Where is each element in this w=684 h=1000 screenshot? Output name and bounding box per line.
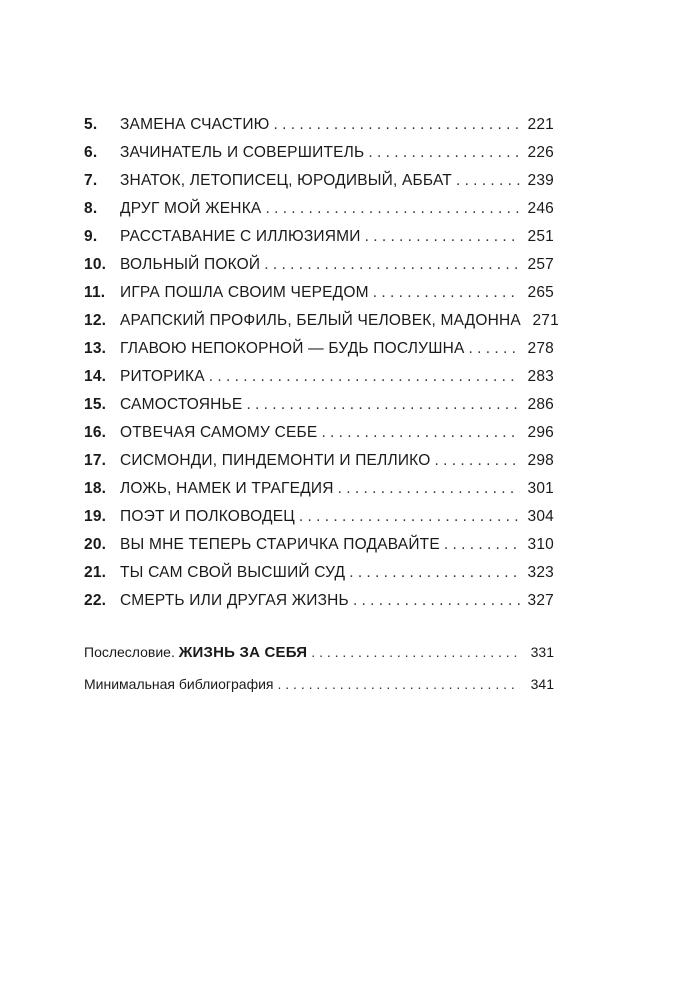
page-number: 226 (527, 144, 554, 161)
page-number: 310 (527, 536, 554, 553)
afterword-title (84, 644, 307, 661)
chapter-number: 18. (84, 480, 107, 497)
dot-leader (365, 228, 520, 246)
toc-row[interactable] (84, 312, 559, 340)
toc-row[interactable] (84, 256, 554, 284)
chapter-title: АРАПСКИЙ ПРОФИЛЬ, БЕЛЫЙ ЧЕЛОВЕК, МАДОННА (120, 312, 521, 329)
afterword-prefix: Послесловие. (84, 644, 175, 660)
chapter-number: 16. (84, 424, 107, 441)
chapter-title: ЛОЖЬ, НАМЕК И ТРАГЕДИЯ (120, 480, 334, 497)
page-number: 246 (527, 200, 554, 217)
page-number: 327 (527, 592, 554, 609)
chapter-title: ЗНАТОК, ЛЕТОПИСЕЦ, ЮРОДИВЫЙ, АББАТ (120, 172, 452, 189)
chapter-title: РИТОРИКА (120, 368, 205, 385)
toc-row[interactable] (84, 200, 554, 228)
chapter-number: 14. (84, 368, 107, 385)
chapter-title: РАССТАВАНИЕ С ИЛЛЮЗИЯМИ (120, 228, 361, 245)
page-number: 286 (527, 396, 554, 413)
toc-row[interactable] (84, 508, 554, 536)
toc-row[interactable] (84, 228, 554, 256)
chapter-title: ГЛАВОЮ НЕПОКОРНОЙ — БУДЬ ПОСЛУШНА (120, 340, 465, 357)
chapter-number: 10. (84, 256, 107, 273)
chapter-number: 13. (84, 340, 107, 357)
chapter-number: 21. (84, 564, 107, 581)
dot-leader (469, 340, 520, 358)
chapter-title: СМЕРТЬ ИЛИ ДРУГАЯ ЖИЗНЬ (120, 592, 349, 609)
chapter-title: ИГРА ПОШЛА СВОИМ ЧЕРЕДОМ (120, 284, 369, 301)
page-number: 323 (527, 564, 554, 581)
page-number: 271 (532, 312, 559, 329)
dot-leader (349, 564, 520, 582)
dot-leader (434, 452, 520, 470)
bibliography-entry[interactable] (84, 676, 554, 704)
toc-row[interactable] (84, 644, 554, 672)
toc-row[interactable] (84, 480, 554, 508)
page-number: 296 (527, 424, 554, 441)
page-number: 341 (530, 676, 554, 692)
dot-leader (246, 396, 520, 414)
chapter-number: 20. (84, 536, 107, 553)
chapter-number: 8. (84, 200, 98, 217)
toc-row[interactable] (84, 116, 554, 144)
dot-leader (299, 508, 520, 526)
chapter-number: 17. (84, 452, 107, 469)
chapter-title: ВОЛЬНЫЙ ПОКОЙ (120, 256, 261, 273)
toc-row[interactable] (84, 284, 554, 312)
dot-leader (265, 200, 520, 218)
dot-leader (444, 536, 520, 554)
toc-row[interactable] (84, 536, 554, 564)
toc-row[interactable] (84, 396, 554, 424)
toc-row[interactable] (84, 452, 554, 480)
toc-row[interactable] (84, 676, 554, 704)
chapter-number: 22. (84, 592, 107, 609)
page-number: 265 (527, 284, 554, 301)
bibliography-title: Минимальная библиография (84, 676, 274, 692)
toc-row[interactable] (84, 424, 554, 452)
chapter-number: 9. (84, 228, 98, 245)
chapter-title: ЗАМЕНА СЧАСТИЮ (120, 116, 270, 133)
chapter-title: ВЫ МНЕ ТЕПЕРЬ СТАРИЧКА ПОДАВАЙТЕ (120, 536, 440, 553)
chapter-title: ЗАЧИНАТЕЛЬ И СОВЕРШИТЕЛЬ (120, 144, 365, 161)
chapter-number: 12. (84, 312, 107, 329)
toc-row[interactable] (84, 564, 554, 592)
toc-row[interactable] (84, 340, 554, 368)
page-number: 278 (527, 340, 554, 357)
toc-row[interactable] (84, 172, 554, 200)
chapter-title: СИСМОНДИ, ПИНДЕМОНТИ И ПЕЛЛИКО (120, 452, 431, 469)
chapter-number: 7. (84, 172, 98, 189)
chapter-number: 15. (84, 396, 107, 413)
dot-leader (456, 172, 520, 190)
afterword-heading: ЖИЗНЬ ЗА СЕБЯ (178, 644, 308, 661)
table-of-contents (84, 116, 559, 620)
chapter-title: ДРУГ МОЙ ЖЕНКА (120, 200, 262, 217)
dot-leader (209, 368, 520, 386)
chapter-number: 19. (84, 508, 107, 525)
chapter-title: ПОЭТ И ПОЛКОВОДЕЦ (120, 508, 295, 525)
page-number: 257 (527, 256, 554, 273)
dot-leader (338, 480, 520, 498)
page-number: 304 (527, 508, 554, 525)
chapter-title: ОТВЕЧАЯ САМОМУ СЕБЕ (120, 424, 318, 441)
page-number: 239 (527, 172, 554, 189)
page-number: 283 (527, 368, 554, 385)
chapter-title: САМОСТОЯНЬЕ (120, 396, 243, 413)
chapter-number: 11. (84, 284, 106, 301)
page-number: 251 (527, 228, 554, 245)
toc-row[interactable] (84, 368, 554, 396)
page-number: 221 (527, 116, 554, 133)
dot-leader (321, 424, 520, 442)
toc-row[interactable] (84, 592, 554, 620)
dot-leader (264, 256, 520, 274)
page-number: 331 (530, 644, 554, 660)
afterword-entry[interactable] (84, 644, 554, 672)
dot-leader (353, 592, 520, 610)
dot-leader (278, 676, 521, 692)
dot-leader (311, 644, 520, 660)
dot-leader (373, 284, 520, 302)
dot-leader (368, 144, 520, 162)
chapter-title: ТЫ САМ СВОЙ ВЫСШИЙ СУД (120, 564, 346, 581)
page-number: 301 (527, 480, 554, 497)
toc-row[interactable] (84, 144, 554, 172)
dot-leader (274, 116, 520, 134)
chapter-number: 5. (84, 116, 98, 133)
chapter-number: 6. (84, 144, 98, 161)
page-number: 298 (527, 452, 554, 469)
